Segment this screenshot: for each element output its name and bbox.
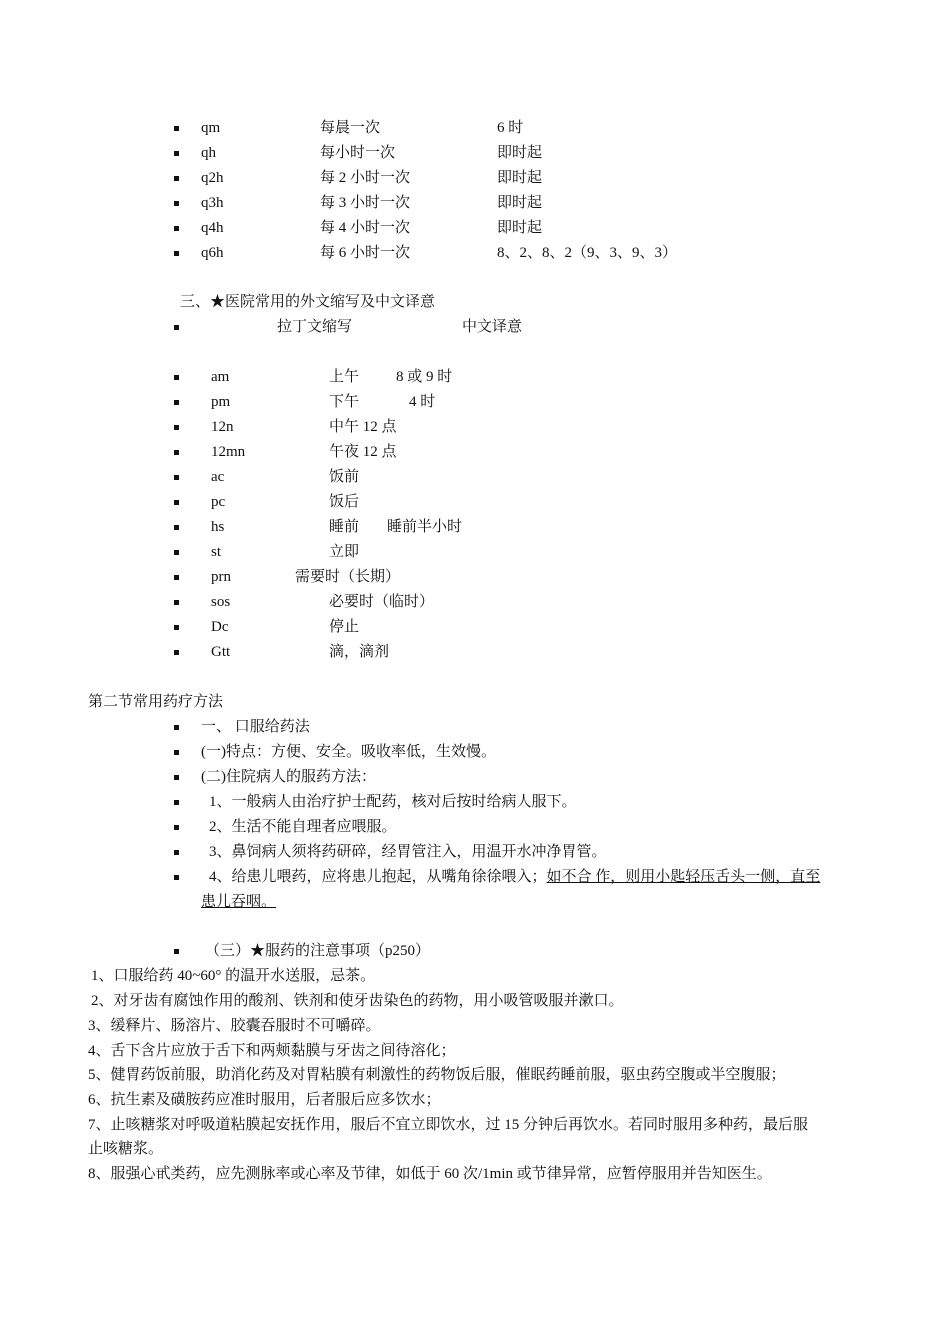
freq-meaning: 每 4 小时一次 (320, 220, 411, 236)
section-heading: 第二节常用药疗方法 (88, 694, 224, 710)
bullet (174, 525, 179, 530)
bullet (174, 450, 179, 455)
freq-time: 即时起 (497, 145, 543, 161)
method-item: 3、鼻饲病人须将药研碎，经胃管注入，用温开水冲净胃管。 (209, 844, 607, 860)
bullet (174, 201, 179, 206)
section-heading: 三、★医院常用的外文缩写及中文译意 (180, 294, 436, 310)
abbr: prn (211, 569, 231, 585)
freq-abbr: q6h (201, 245, 224, 261)
abbr: sos (211, 594, 231, 610)
column-header-chinese: 中文译意 (462, 319, 523, 335)
abbr-extra: 4 时 (409, 394, 436, 410)
bullet (174, 475, 179, 480)
bullet (174, 625, 179, 630)
abbr-meaning: 需要时（长期） (295, 569, 401, 585)
bullet (174, 550, 179, 555)
column-header-latin: 拉丁文缩写 (277, 319, 353, 335)
abbr-meaning: 下午 (329, 394, 360, 410)
freq-time: 即时起 (497, 220, 543, 236)
abbr-meaning: 午夜 12 点 (329, 444, 397, 460)
abbr: hs (211, 519, 225, 535)
method-item: 1、一般病人由治疗护士配药，核对后按时给病人服下。 (209, 794, 577, 810)
freq-meaning: 每晨一次 (320, 120, 381, 136)
bullet (174, 176, 179, 181)
abbr-extra: 睡前半小时 (387, 519, 463, 535)
abbr-meaning: 上午 (329, 369, 360, 385)
method-item (209, 867, 820, 887)
abbr: am (211, 369, 230, 385)
abbr: ac (211, 469, 225, 485)
note-item: 4、舌下含片应放于舌下和两颊黏膜与牙齿之间待溶化； (88, 1043, 456, 1059)
freq-time: 6 时 (497, 120, 524, 136)
bullet (174, 775, 179, 780)
note-item: 2、对牙齿有腐蚀作用的酸剂、铁剂和使牙齿染色的药物，用小吸管吸服并漱口。 (91, 993, 624, 1009)
note-item: 止咳糖浆。 (88, 1141, 164, 1157)
bullet (174, 875, 179, 880)
note-item: 7、止咳糖浆对呼吸道粘膜起安抚作用，服后不宜立即饮水，过 15 分钟后再饮水。若同时服用多种药，最后服 (88, 1117, 809, 1133)
freq-time: 8、2、8、2（9、3、9、3） (497, 245, 678, 261)
abbr-meaning: 滴，滴剂 (329, 644, 390, 660)
freq-abbr: q3h (201, 195, 224, 211)
underlined-text: 如不合 作，则用小匙轻压舌头一侧，直至 (546, 869, 821, 885)
bullet (174, 325, 179, 330)
underlined-text: 患儿吞咽。 (201, 894, 277, 910)
bullet (174, 251, 179, 256)
abbr: st (211, 544, 222, 560)
oral-heading: 一、 口服给药法 (201, 719, 310, 735)
freq-abbr: qh (201, 145, 216, 161)
features-text: (一)特点：方便、安全。吸收率低，生效慢。 (201, 744, 496, 760)
freq-meaning: 每小时一次 (320, 145, 396, 161)
bullet (174, 750, 179, 755)
abbr-meaning: 饭前 (329, 469, 360, 485)
bullet (174, 425, 179, 430)
abbr-meaning: 停止 (329, 619, 360, 635)
abbr: 12mn (211, 444, 246, 460)
freq-meaning: 每 6 小时一次 (320, 245, 411, 261)
note-item: 8、服强心甙类药，应先测脉率或心率及节律，如低于 60 次/1min 或节律异常，应暂停服用并告知医生。 (88, 1166, 772, 1182)
freq-abbr: q4h (201, 220, 224, 236)
bullet (174, 850, 179, 855)
note-item: 5、健胃药饭前服，助消化药及对胃粘膜有刺激性的药物饭后服，催眠药睡前服，驱虫药空腹或半空腹服； (88, 1067, 786, 1083)
bullet (174, 375, 179, 380)
freq-meaning: 每 3 小时一次 (320, 195, 411, 211)
bullet (174, 126, 179, 131)
bullet (174, 725, 179, 730)
abbr: pc (211, 494, 226, 510)
note-item: 6、抗生素及磺胺药应准时服用，后者服后应多饮水； (88, 1092, 441, 1108)
bullet (174, 949, 179, 954)
abbr: pm (211, 394, 231, 410)
method-text: 4、给患儿喂药，应将患儿抱起，从嘴角徐徐喂入； (209, 869, 547, 885)
abbr-meaning: 立即 (329, 544, 360, 560)
bullet (174, 600, 179, 605)
abbr: Dc (211, 619, 229, 635)
abbr-meaning: 必要时（临时） (329, 594, 435, 610)
bullet (174, 800, 179, 805)
abbr-meaning: 中午 12 点 (329, 419, 397, 435)
method-item: 2、生活不能自理者应喂服。 (209, 819, 397, 835)
freq-abbr: q2h (201, 170, 224, 186)
bullet (174, 226, 179, 231)
bullet (174, 400, 179, 405)
note-item: 1、口服给药 40~60° 的温开水送服，忌茶。 (91, 968, 376, 984)
bullet (174, 151, 179, 156)
abbr: Gtt (211, 644, 231, 660)
abbr-extra: 8 或 9 时 (396, 369, 453, 385)
abbr-meaning: 睡前 (329, 519, 360, 535)
bullet (174, 650, 179, 655)
note-item: 3、缓释片、肠溶片、胶囊吞服时不可嚼碎。 (88, 1018, 381, 1034)
bullet (174, 825, 179, 830)
freq-abbr: qm (201, 120, 221, 136)
bullet (174, 500, 179, 505)
bullet (174, 575, 179, 580)
abbr-meaning: 饭后 (329, 494, 360, 510)
notes-heading: （三）★服药的注意事项（p250） (205, 943, 431, 959)
freq-meaning: 每 2 小时一次 (320, 170, 411, 186)
freq-time: 即时起 (497, 170, 543, 186)
methods-heading: (二)住院病人的服药方法： (201, 769, 376, 785)
freq-time: 即时起 (497, 195, 543, 211)
abbr: 12n (211, 419, 234, 435)
